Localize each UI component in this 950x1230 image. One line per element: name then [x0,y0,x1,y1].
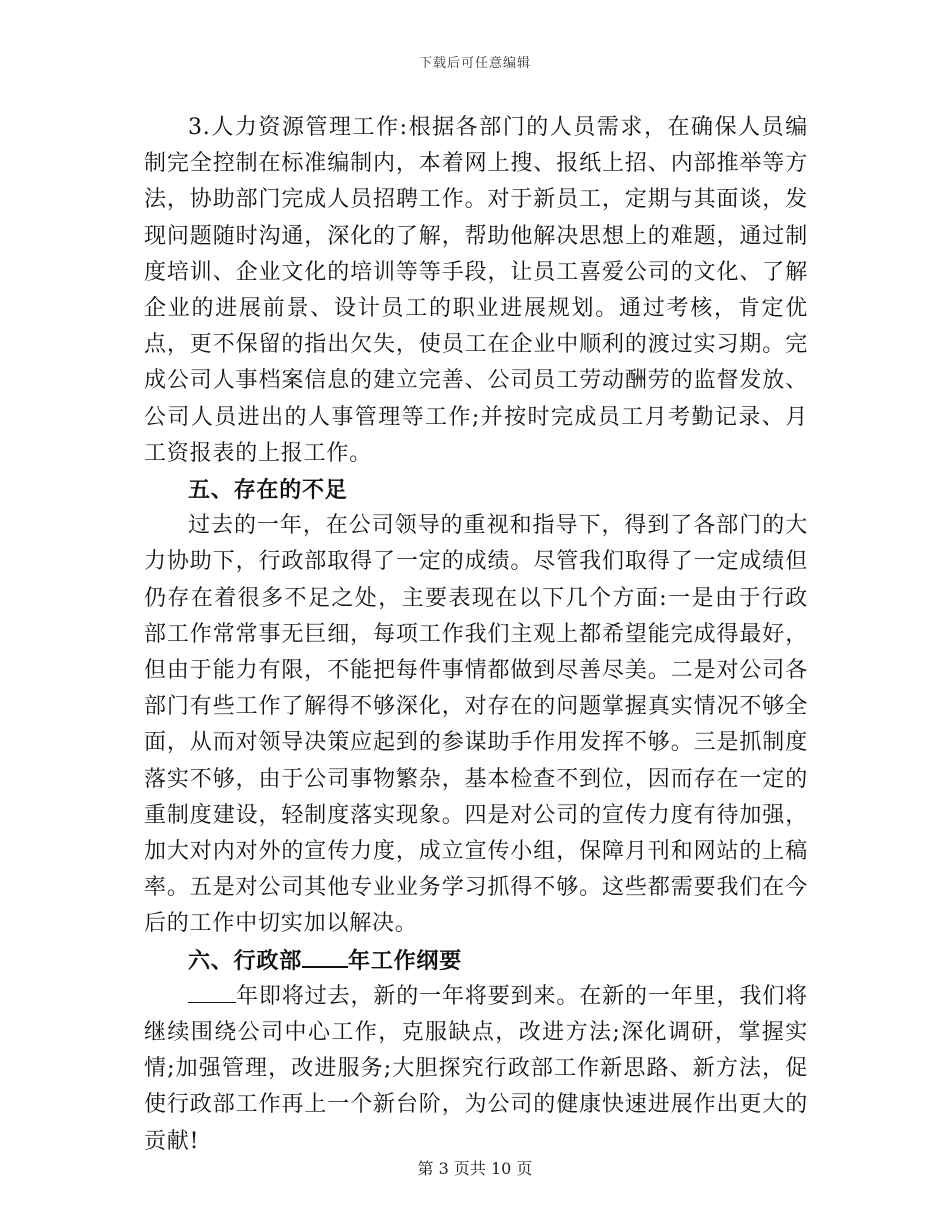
document-body [144,110,808,1160]
section-heading-work-outline [144,943,808,979]
year-blank [302,948,348,968]
section-heading-shortcomings: 五、存在的不足 [188,477,348,504]
page-header-note: 下载后可任意编辑 [418,56,531,71]
paragraph-work-outline [144,979,808,1160]
heading-suffix: 年工作纲要 [348,947,463,974]
heading-prefix: 六、行政部 [188,947,303,974]
page-number: 第 3 页共 10 页 [417,1159,533,1178]
paragraph-hr-management: 3.人力资源管理工作:根据各部门的人员需求，在确保人员编制完全控制在标准编制内，本着网上搜、报纸上招、内部推举等方法，协助部门完成人员招聘工作。对于新员工，定期与其面谈，发现问题随时沟通，深化的了解，帮助他解决思想上的难题，通过制度培训、企业文化的培训等等手段，让员工喜爱公司的文化、了解企业的进展前景、设计员工的职业进展规划。通过考核，肯定优点，更不保留的指出欠失，使员工在企业中顺利的渡过实习期。完成公司人事档案信息的建立完善、公司员工劳动酬劳的监督发放、公司人员进出的人事管理等工作;并按时完成员工月考勤记录、月工资报表的上报工作。 [144,115,808,466]
paragraph-shortcomings: 过去的一年，在公司领导的重视和指导下，得到了各部门的大力协助下，行政部取得了一定的成绩。尽管我们取得了一定成绩但仍存在着很多不足之处，主要表现在以下几个方面:一是由于行政部工作常常事无巨细，每项工作我们主观上都希望能完成得最好，但由于能力有限，不能把每件事情都做到尽善尽美。二是对公司各部门有些工作了解得不够深化，对存在的问题掌握真实情况不够全面，从而对领导决策应起到的参谋助手作用发挥不够。三是抓制度落实不够，由于公司事物繁杂，基本检查不到位，因而存在一定的重制度建设，轻制度落实现象。四是对公司的宣传力度有待加强，加大对内对外的宣传力度，成立宣传小组，保障月刊和网站的上稿率。五是对公司其他专业业务学习抓得不够。这些都需要我们在今后的工作中切实加以解决。 [144,513,808,937]
year-blank [188,984,236,1003]
paragraph-text: 年即将过去，新的一年将要到来。在新的一年里，我们将继续围绕公司中心工作，克服缺点，改进方法;深化调研，掌握实情;加强管理，改进服务;大胆探究行政部工作新思路、新方法，促使行政部工作再上一个新台阶，为公司的健康快速进展作出更大的贡献! [144,983,808,1154]
